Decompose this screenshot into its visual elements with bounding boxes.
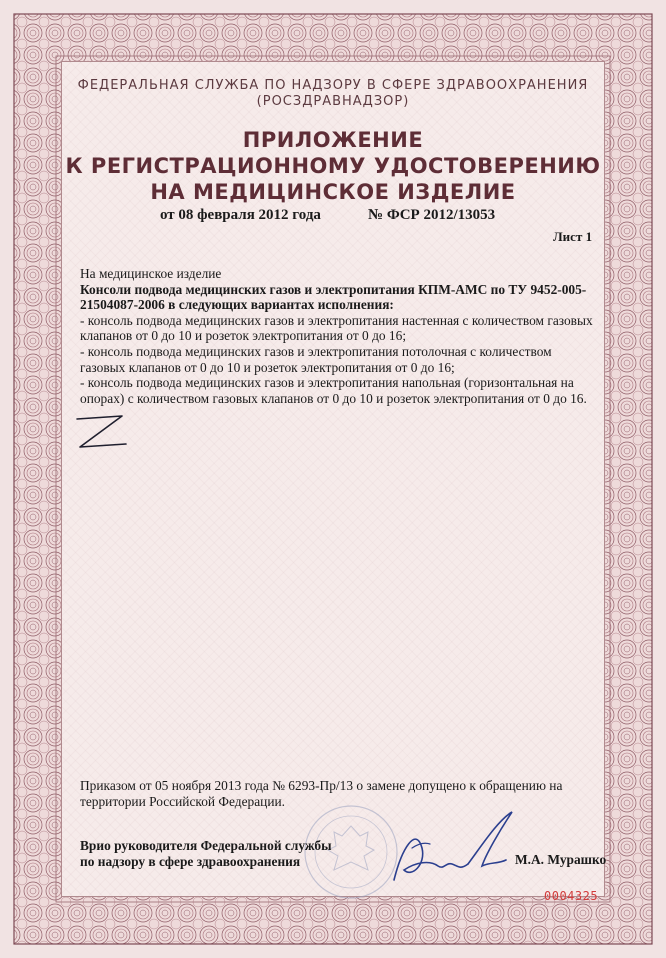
- sheet-number: Лист 1: [553, 229, 593, 244]
- signatory-position: [80, 838, 360, 870]
- registration-number: № ФСР 2012/13053: [368, 207, 496, 223]
- handwritten-signature: [382, 808, 522, 898]
- variant-item: - консоль подвода медицинских газов и электропитания настенная с количеством газовых клапанов от 0 до 10 и розеток электропитания от 0 до 16;: [80, 312, 593, 344]
- signatory-position-line1: Врио руководителя Федеральной службы: [80, 838, 332, 853]
- device-description: [80, 266, 600, 406]
- z-strike-mark: [72, 410, 132, 454]
- variant-item: - консоль подвода медицинских газов и электропитания потолочная с количеством газовых клапанов от 0 до 10 и розеток электропитания от 0 до 16;: [80, 343, 552, 375]
- document-subtitle-line1: К РЕГИСТРАЦИОННОМУ УДОСТОВЕРЕНИЮ: [65, 154, 601, 178]
- document-title: ПРИЛОЖЕНИЕ: [242, 128, 424, 152]
- serial-number: 0004325: [544, 889, 599, 903]
- agency-abbreviation: (РОСЗДРАВНАДЗОР): [256, 94, 410, 109]
- agency-name: ФЕДЕРАЛЬНАЯ СЛУЖБА ПО НАДЗОРУ В СФЕРЕ ЗДРАВООХРАНЕНИЯ: [77, 78, 589, 93]
- signatory-name: М.А. Мурашко: [515, 852, 607, 867]
- signatory-position-line2: по надзору в сфере здравоохранения: [80, 854, 301, 869]
- variant-item: - консоль подвода медицинских газов и электропитания напольная (горизонтальная на опорах) с количеством газовых клапанов от 0 до 10 и розеток электропитания от 0 до 16.: [80, 375, 587, 406]
- issue-date: от 08 февраля 2012 года: [160, 207, 321, 223]
- order-statement: Приказом от 05 ноября 2013 года № 6293-Пр/13 о замене допущено к обращению на территории Российской Федерации.: [80, 778, 563, 809]
- device-intro: На медицинское изделие: [80, 266, 222, 281]
- device-name: Консоли подвода медицинских газов и электропитания КПМ-АМС по ТУ 9452-005-21504087-2006 в следующих вариантах исполнения:: [80, 281, 587, 313]
- document-subtitle-line2: НА МЕДИЦИНСКОЕ ИЗДЕЛИЕ: [150, 180, 516, 204]
